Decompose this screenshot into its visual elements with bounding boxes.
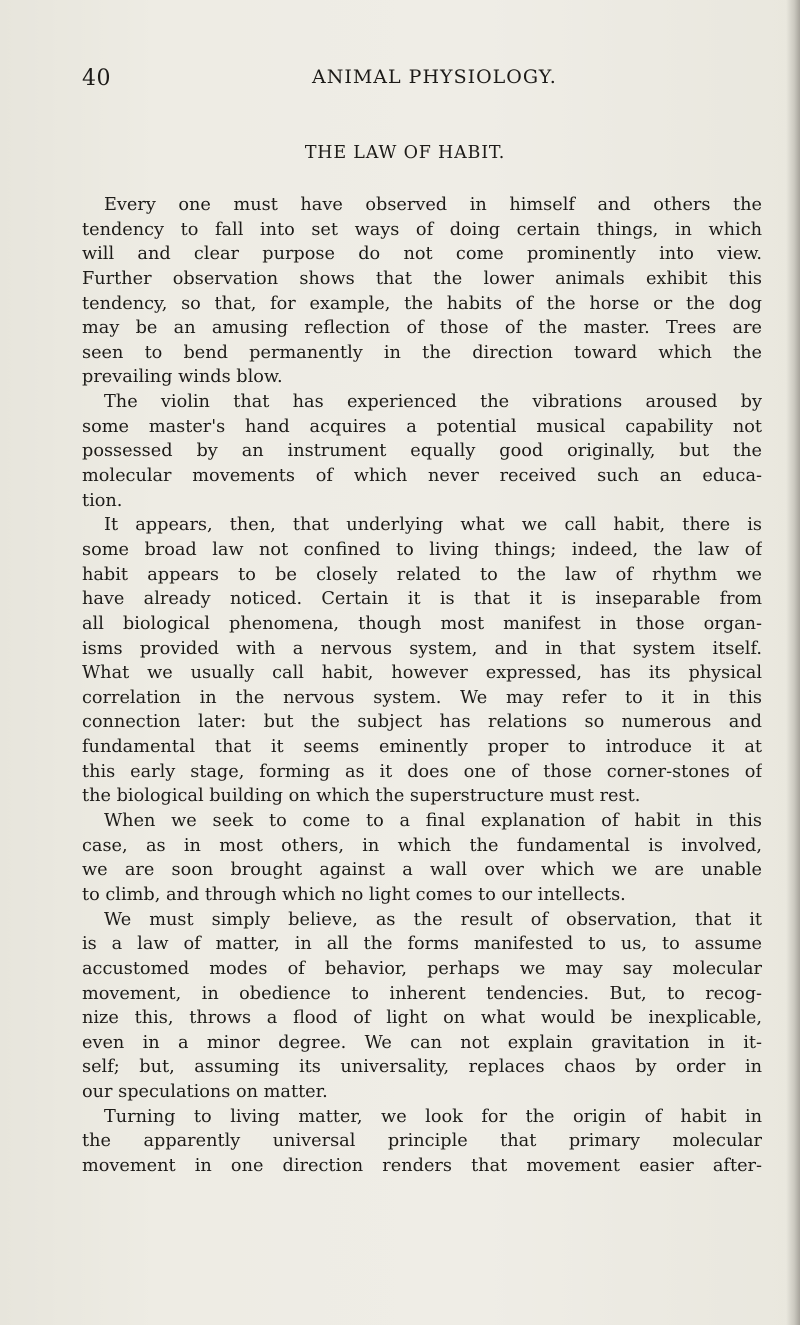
text-line: all biological phenomena, though most manifest in those organ- [82, 613, 762, 634]
text-line: the apparently universal principle that primary molecular [82, 1131, 762, 1152]
text-line: connection later: but the subject has relations so numerous and [82, 712, 762, 733]
text-line: molecular movements of which never received such an educa- [82, 466, 762, 487]
paragraph [82, 1105, 762, 1179]
paragraph [82, 908, 762, 1105]
text-line: fundamental that it seems eminently proper to introduce it at [82, 737, 762, 758]
text-line: We must simply believe, as the result of observation, that it [104, 909, 762, 930]
text-line: Further observation shows that the lower animals exhibit this [82, 268, 762, 289]
text-line: self; but, assuming its universality, replaces chaos by order in [82, 1057, 762, 1078]
text-line: our speculations on matter. [82, 1082, 328, 1103]
text-line: even in a minor degree. We can not explain gravitation in it- [82, 1032, 762, 1053]
text-line: will and clear purpose do not come prominently into view. [82, 244, 762, 265]
text-line: tendency to fall into set ways of doing certain things, in which [82, 219, 762, 240]
text-line: is a law of matter, in all the forms manifested to us, to assume [82, 934, 762, 955]
text-line: habit appears to be closely related to the law of rhythm we [82, 564, 762, 585]
text-line: When we seek to come to a final explanation of habit in this [104, 811, 762, 832]
text-line: The violin that has experienced the vibrations aroused by [104, 392, 762, 413]
page-edge-shadow [786, 0, 800, 1325]
text-line: accustomed modes of behavior, perhaps we may say molecular [82, 958, 762, 979]
text-line: nize this, throws a flood of light on what would be inexplicable, [82, 1008, 762, 1029]
book-title: ANIMAL PHYSIOLOGY. [312, 66, 557, 88]
text-line: case, as in most others, in which the fundamental is involved, [82, 835, 762, 856]
paragraph [82, 809, 762, 908]
text-line: have already noticed. Certain it is that it is inseparable from [82, 589, 762, 610]
paragraph [82, 390, 762, 513]
text-line: isms provided with a nervous system, and in that system itself. [82, 638, 762, 659]
text-line: movement in one direction renders that movement easier after- [82, 1155, 762, 1176]
text-line: tion. [82, 490, 123, 511]
text-line: Turning to living matter, we look for the origin of habit in [104, 1106, 762, 1127]
text-line: some master's hand acquires a potential musical capability not [82, 416, 762, 437]
paragraph [82, 193, 762, 390]
text-line: some broad law not confined to living things; indeed, the law of [82, 539, 762, 560]
text-line: tendency, so that, for example, the habits of the horse or the dog [82, 293, 762, 314]
running-head [82, 66, 762, 96]
text-line: possessed by an instrument equally good originally, but the [82, 441, 762, 462]
text-line: It appears, then, that underlying what we call habit, there is [104, 515, 762, 536]
text-line: movement, in obedience to inherent tendencies. But, to recog- [82, 983, 762, 1004]
text-line: seen to bend permanently in the direction toward which the [82, 342, 762, 363]
body-text [82, 193, 762, 1179]
text-line: the biological building on which the superstructure must rest. [82, 786, 641, 807]
chapter-title: THE LAW OF HABIT. [304, 143, 506, 163]
text-line: prevailing winds blow. [82, 367, 283, 388]
text-line: Every one must have observed in himself and others the [104, 195, 762, 215]
text-line: correlation in the nervous system. We may refer to it in this [82, 687, 762, 708]
page-number: 40 [82, 66, 111, 91]
text-line: we are soon brought against a wall over which we are unable [82, 860, 762, 881]
text-line: this early stage, forming as it does one of those corner-stones of [82, 761, 762, 782]
text-line: may be an amusing reflection of those of the master. Trees are [82, 318, 762, 339]
text-line: to climb, and through which no light comes to our intellects. [82, 884, 626, 905]
text-line: What we usually call habit, however expressed, has its physical [82, 663, 762, 684]
paragraph [82, 513, 762, 809]
